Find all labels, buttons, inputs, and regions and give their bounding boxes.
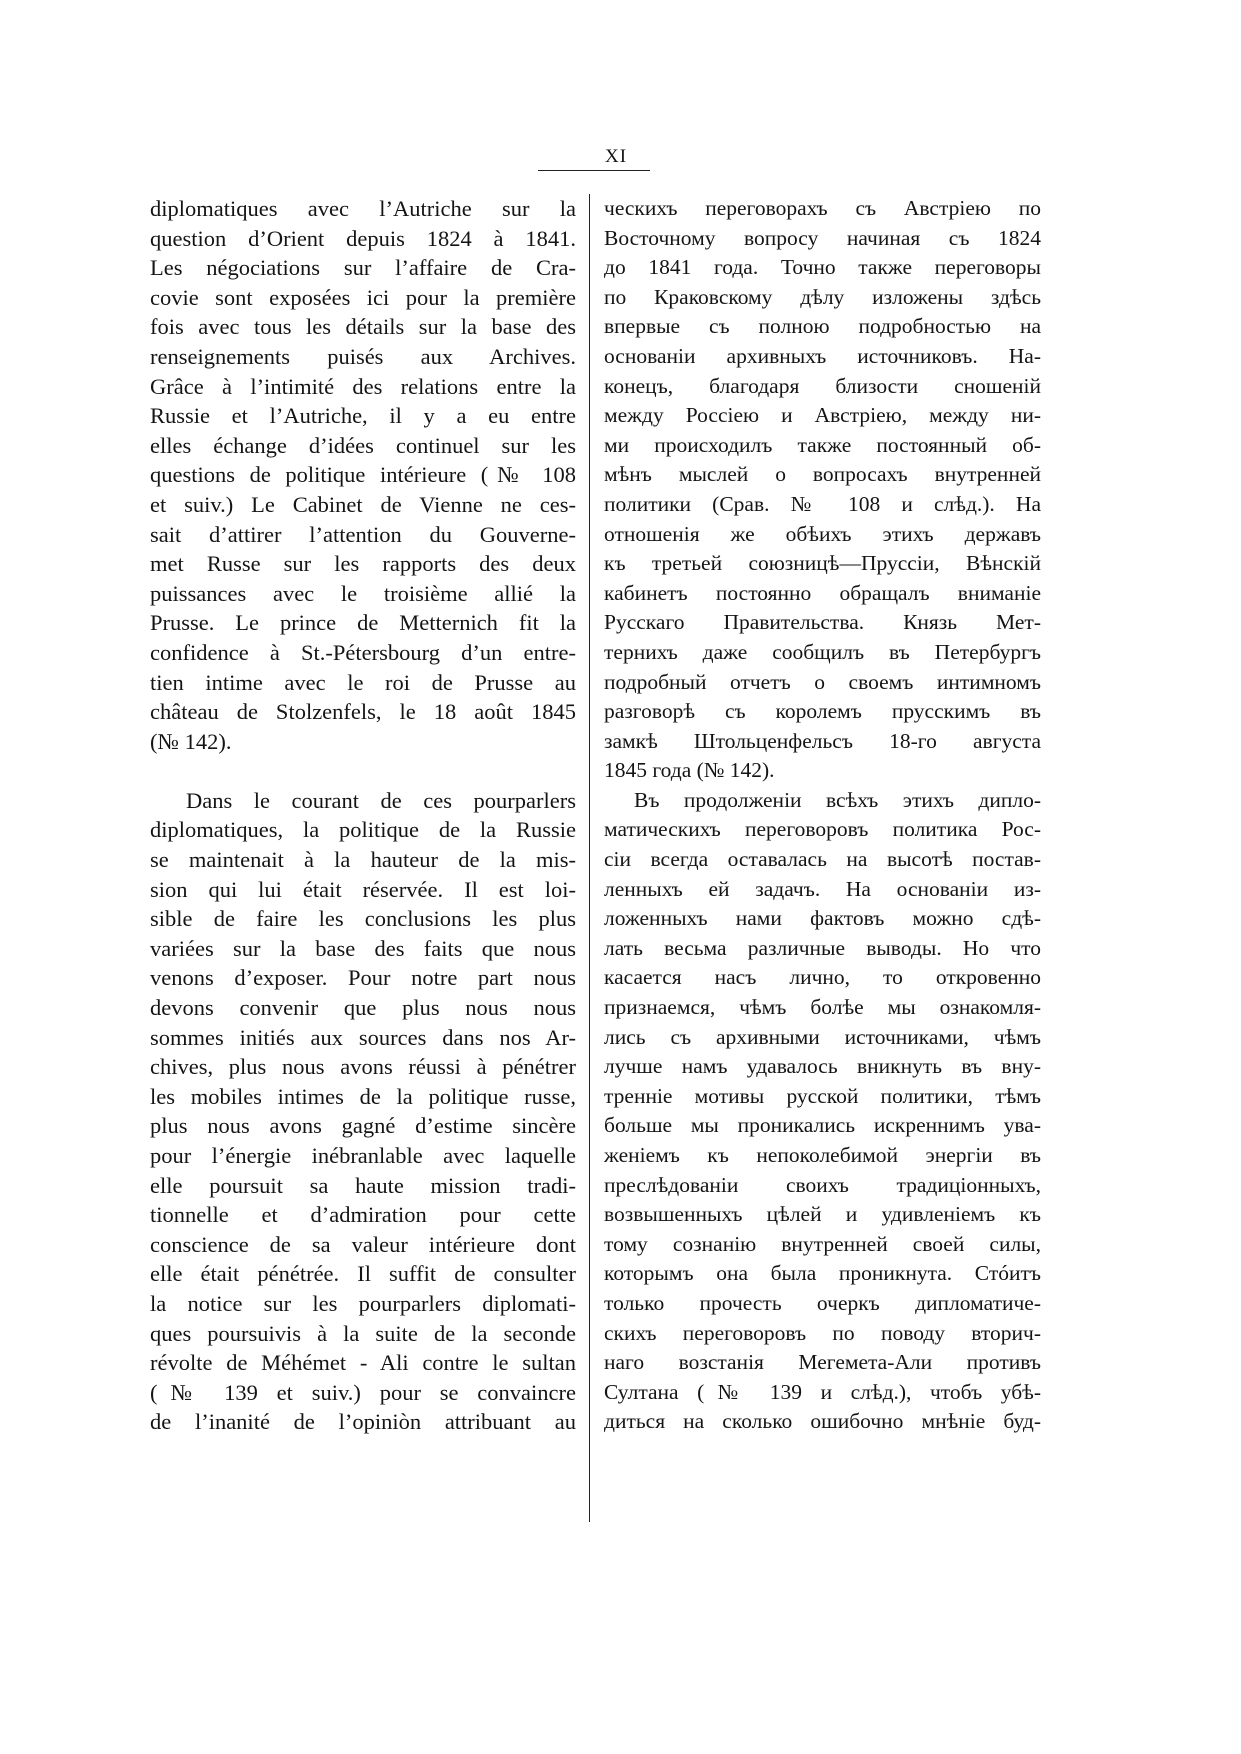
text-line: сіи всегда оставалась на высотѣ постав- <box>604 847 1041 872</box>
text-line: которымъ она была проникнута. Стóитъ <box>604 1261 1041 1286</box>
text-line: tien intime avec le roi de Prusse au <box>150 669 576 695</box>
text-line: covie sont exposées ici pour la première <box>150 284 576 310</box>
text-line: confidence à St.-Pétersbourg d’un entre- <box>150 639 576 665</box>
text-line: признаемся, чѣмъ болѣе мы ознакомля- <box>604 995 1041 1020</box>
text-line: треннiе мотивы русской политики, тѣмъ <box>604 1083 1041 1108</box>
text-line: pour l’énergie inébranlable avec laquelle <box>150 1143 576 1168</box>
text-line: plus nous avons gagné d’estime sincère <box>150 1113 576 1139</box>
text-line: met Russe sur les rapports des deux <box>150 551 576 577</box>
text-line: les mobiles intimes de la politique russe, <box>150 1083 576 1109</box>
text-line: мѣнъ мыслей о вопросахъ внутренней <box>604 462 1041 487</box>
text-line: diplomatiques avec l’Autriche sur la <box>150 196 576 221</box>
text-line: renseignements puisés aux Archives. <box>150 343 576 369</box>
text-line: chives, plus nous avons réussi à pénétrer <box>150 1054 576 1080</box>
text-line: venons d’exposer. Pour notre part nous <box>150 965 576 991</box>
text-line: Восточному вопросу начиная съ 1824 <box>604 225 1041 250</box>
text-line: Русскаго Правительства. Князь Мет- <box>604 610 1041 635</box>
text-line: fois avec tous les détails sur la base des <box>150 314 576 340</box>
text-line: Въ продолженіи всѣхъ этихъ дипло- <box>634 787 1041 812</box>
text-line: sommes initiés aux sources dans nos Ar- <box>150 1024 576 1050</box>
text-line: ленныхъ ей задачъ. На основаніи из- <box>604 876 1041 901</box>
text-line: возвышенныхъ цѣлей и удивленіемъ къ <box>604 1202 1041 1227</box>
text-line: devons convenir que plus nous nous <box>150 995 576 1021</box>
text-line: de l’inanité de l’opiniòn attribuant au <box>150 1409 576 1435</box>
text-line: Les négociations sur l’affaire de Cra- <box>150 255 576 281</box>
text-line: la notice sur les pourparlers diplomati- <box>150 1290 576 1316</box>
left-column <box>150 194 576 1437</box>
text-line: конецъ, благодаря близости сношеній <box>604 373 1041 398</box>
text-line: женіемъ къ непоколебимой энергіи въ <box>604 1143 1041 1167</box>
text-line: Grâce à l’intimité des relations entre la <box>150 373 576 399</box>
text-line: sible de faire les conclusions les plus <box>150 906 576 932</box>
text-line: ми происходилъ также постоянный об- <box>604 432 1041 457</box>
text-line: преслѣдованіи своихъ традиціонныхъ, <box>604 1172 1041 1197</box>
text-line: замкѣ Штольценфельсъ 18-го августа <box>604 728 1041 753</box>
text-line: révolte de Méhémet - Ali contre le sultan <box>150 1350 576 1376</box>
text-line: sion qui lui était réservée. Il est loi- <box>150 876 576 902</box>
text-line: ложенныхъ нами фактовъ можно сдѣ- <box>604 906 1041 931</box>
text-line: лись съ архивными источниками, чѣмъ <box>604 1024 1041 1049</box>
text-line: variées sur la base des faits que nous <box>150 935 576 961</box>
text-line: (№ 142). <box>150 728 232 754</box>
column-divider <box>589 194 590 1522</box>
text-line: по Краковскому дѣлу изложены здѣсь <box>604 284 1041 309</box>
text-line: elle était pénétrée. Il suffit de consulter <box>150 1261 576 1287</box>
text-line: Prusse. Le prince de Metternich fit la <box>150 610 576 636</box>
text-line: политики (Срав. № 108 и слѣд.). На <box>604 491 1041 516</box>
text-line: только прочесть очеркъ дипломатиче- <box>604 1290 1041 1315</box>
text-line: тому сознанію внутренней своей силы, <box>604 1231 1041 1256</box>
text-line: question d’Orient depuis 1824 à 1841. <box>150 225 576 251</box>
text-line: se maintenait à la hauteur de la mis- <box>150 847 576 873</box>
text-line: Russie et l’Autriche, il y a eu entre <box>150 403 576 429</box>
right-column <box>604 194 1041 1437</box>
text-line: diplomatiques, la politique de la Russie <box>150 817 576 843</box>
text-line: скихъ переговоровъ по поводу вторич- <box>604 1320 1041 1345</box>
text-line: впервые съ полною подробностью на <box>604 314 1041 339</box>
text-line: больше мы проникались искреннимъ ува- <box>604 1113 1041 1138</box>
text-line: Султана (№ 139 и слѣд.), чтобъ убѣ- <box>604 1379 1041 1404</box>
text-line: къ третьей союзницѣ—Пруссіи, Вѣнскій <box>604 551 1041 576</box>
text-line: лать весьма различные выводы. Но что <box>604 935 1041 960</box>
text-line: разговорѣ съ королемъ прусскимъ въ <box>604 699 1041 724</box>
text-line: отношенія же обѣихъ этихъ державъ <box>604 521 1041 546</box>
text-line: тернихъ даже сообщилъ въ Петербургъ <box>604 639 1041 664</box>
text-line: puissances avec le troisième allié la <box>150 580 576 606</box>
text-line: лучше намъ удавалось вникнуть въ вну- <box>604 1054 1041 1079</box>
text-line: ques poursuivis à la suite de la seconde <box>150 1320 576 1346</box>
text-line: между Россіею и Австріею, между ни- <box>604 403 1041 428</box>
header-rule <box>538 170 650 171</box>
text-line: elle poursuit sa haute mission tradi- <box>150 1172 576 1198</box>
text-line: (№ 139 et suiv.) pour se convaincre <box>150 1379 576 1405</box>
page-number: XI <box>604 146 628 167</box>
text-line: et suiv.) Le Cabinet de Vienne ne ces- <box>150 491 576 517</box>
text-line: château de Stolzenfels, le 18 août 1845 <box>150 699 576 725</box>
text-line: sait d’attirer l’attention du Gouverne- <box>150 521 576 547</box>
text-line: ческихъ переговорахъ съ Австріею по <box>604 196 1041 220</box>
text-line: наго возстанія Мегемета-Али противъ <box>604 1350 1041 1375</box>
paragraph-gap <box>150 756 576 786</box>
text-line: диться на сколько ошибочно мнѣніе буд- <box>604 1409 1041 1434</box>
text-line: tionnelle et d’admiration pour cette <box>150 1202 576 1228</box>
text-line: 1845 года (№ 142). <box>604 758 775 783</box>
text-line: Dans le courant de ces pourparlers <box>186 787 576 813</box>
text-line: матическихъ переговоровъ политика Рос- <box>604 817 1041 842</box>
text-line: кабинетъ постоянно обращалъ вниманіе <box>604 580 1041 605</box>
text-line: questions de politique intérieure (№ 108 <box>150 462 576 488</box>
text-line: conscience de sa valeur intérieure dont <box>150 1231 576 1257</box>
text-line: основаніи архивныхъ источниковъ. На- <box>604 343 1041 368</box>
text-line: касается насъ лично, то откровенно <box>604 965 1041 990</box>
text-line: до 1841 года. Точно также переговоры <box>604 255 1041 280</box>
text-line: elles échange d’idées continuel sur les <box>150 432 576 458</box>
text-line: подробный отчетъ о своемъ интимномъ <box>604 669 1041 694</box>
